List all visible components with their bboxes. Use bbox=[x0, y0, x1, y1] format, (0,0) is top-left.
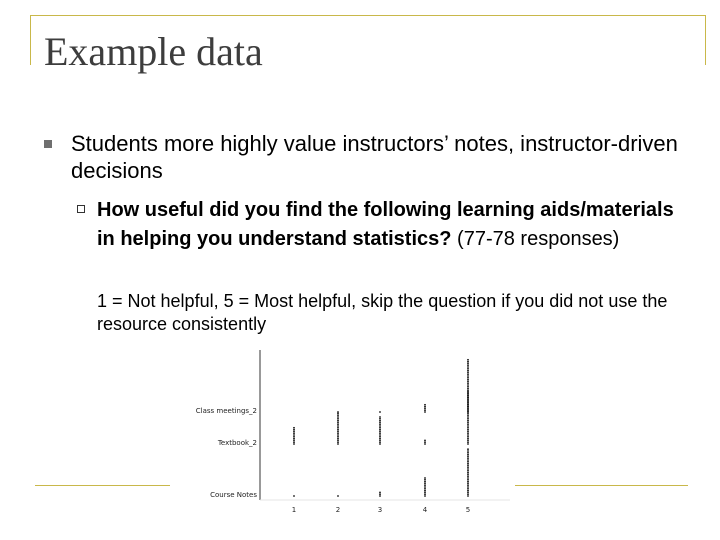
data-dot bbox=[467, 463, 469, 465]
x-tick-label: 5 bbox=[465, 506, 471, 514]
data-dot bbox=[467, 418, 469, 420]
question-bold: How useful did you find the following learning aids/materials in helping you understand statistics? bbox=[97, 199, 674, 250]
data-dot bbox=[467, 373, 469, 375]
data-dot bbox=[337, 434, 339, 436]
data-dot bbox=[467, 495, 469, 497]
data-dot bbox=[293, 443, 295, 445]
data-dot bbox=[379, 416, 381, 418]
data-dot bbox=[424, 483, 426, 485]
data-dot bbox=[379, 432, 381, 434]
data-dot bbox=[467, 448, 469, 450]
data-dot bbox=[337, 420, 339, 422]
data-dot bbox=[424, 406, 426, 408]
data-dot bbox=[379, 434, 381, 436]
data-dot bbox=[424, 486, 426, 488]
data-dot bbox=[337, 429, 339, 431]
data-dot bbox=[467, 484, 469, 486]
scale-note: 1 = Not helpful, 5 = Most helpful, skip the question if you did not use the resource consistently bbox=[97, 291, 668, 334]
data-dot bbox=[467, 379, 469, 381]
data-dot bbox=[424, 404, 426, 406]
data-dot bbox=[293, 440, 295, 442]
hollow-square-bullet-icon bbox=[77, 205, 85, 213]
data-dot bbox=[467, 465, 469, 467]
data-dot bbox=[379, 429, 381, 431]
data-dot bbox=[467, 492, 469, 494]
data-dot bbox=[467, 427, 469, 429]
data-dot bbox=[424, 479, 426, 481]
data-dot bbox=[467, 363, 469, 365]
data-dot bbox=[293, 431, 295, 433]
data-dot bbox=[467, 483, 469, 485]
data-dot bbox=[424, 443, 426, 445]
data-dot bbox=[467, 404, 469, 406]
data-dot bbox=[467, 372, 469, 374]
data-dot bbox=[467, 416, 469, 418]
data-dot bbox=[337, 422, 339, 424]
data-dot bbox=[467, 381, 469, 383]
data-dot bbox=[467, 395, 469, 397]
data-dot bbox=[424, 481, 426, 483]
data-dot bbox=[424, 440, 426, 442]
data-dot bbox=[379, 492, 381, 494]
data-dot bbox=[379, 422, 381, 424]
data-dot bbox=[337, 441, 339, 443]
data-dot bbox=[467, 400, 469, 402]
question-responses: (77-78 responses) bbox=[451, 228, 620, 250]
data-dot bbox=[293, 432, 295, 434]
data-dot bbox=[467, 377, 469, 379]
data-dot bbox=[379, 420, 381, 422]
bottom-decor-line-right bbox=[508, 485, 688, 486]
data-dot bbox=[467, 409, 469, 411]
data-dot bbox=[467, 488, 469, 490]
top-decor-line bbox=[30, 15, 706, 16]
data-dot bbox=[467, 456, 469, 458]
data-dot bbox=[379, 427, 381, 429]
data-dot bbox=[467, 438, 469, 440]
row-label: Course Notes bbox=[210, 491, 257, 499]
data-dot bbox=[424, 495, 426, 497]
data-dot bbox=[293, 438, 295, 440]
data-dot bbox=[467, 386, 469, 388]
data-dot bbox=[379, 438, 381, 440]
data-dot bbox=[467, 459, 469, 461]
data-dot bbox=[467, 466, 469, 468]
data-dot bbox=[467, 384, 469, 386]
data-dot bbox=[467, 457, 469, 459]
data-dot bbox=[379, 436, 381, 438]
data-dot bbox=[467, 461, 469, 463]
data-dot bbox=[467, 475, 469, 477]
data-dot bbox=[467, 429, 469, 431]
data-dot bbox=[467, 440, 469, 442]
data-dot bbox=[467, 359, 469, 361]
data-dot bbox=[379, 423, 381, 425]
data-dot bbox=[424, 493, 426, 495]
data-dot bbox=[467, 443, 469, 445]
data-dot bbox=[379, 441, 381, 443]
data-dot bbox=[467, 452, 469, 454]
data-dot bbox=[379, 495, 381, 497]
data-dot bbox=[337, 418, 339, 420]
data-dot bbox=[424, 411, 426, 413]
data-dot bbox=[467, 422, 469, 424]
data-dot bbox=[467, 407, 469, 409]
data-dot bbox=[467, 436, 469, 438]
data-dot bbox=[293, 434, 295, 436]
data-dot bbox=[467, 366, 469, 368]
data-dot bbox=[467, 413, 469, 415]
data-dot bbox=[467, 364, 469, 366]
data-dot bbox=[467, 382, 469, 384]
data-dot bbox=[467, 398, 469, 400]
data-dot bbox=[379, 443, 381, 445]
data-dot bbox=[467, 486, 469, 488]
data-dot bbox=[467, 425, 469, 427]
data-dot bbox=[424, 490, 426, 492]
data-dot bbox=[467, 431, 469, 433]
data-dot bbox=[424, 484, 426, 486]
data-dot bbox=[467, 434, 469, 436]
data-dot bbox=[467, 405, 469, 407]
data-dot bbox=[293, 441, 295, 443]
data-dot bbox=[467, 361, 469, 363]
data-dot bbox=[424, 477, 426, 479]
left-decor-line bbox=[30, 15, 31, 65]
data-dot bbox=[424, 408, 426, 410]
data-dot bbox=[337, 495, 339, 497]
data-dot bbox=[379, 431, 381, 433]
slide-title: Example data bbox=[44, 29, 263, 74]
square-bullet-icon bbox=[44, 140, 52, 148]
data-dot bbox=[337, 436, 339, 438]
data-dot bbox=[467, 474, 469, 476]
data-dot bbox=[467, 402, 469, 404]
data-dot bbox=[424, 441, 426, 443]
data-dot bbox=[467, 470, 469, 472]
x-tick-label: 1 bbox=[291, 506, 297, 514]
data-dot bbox=[379, 411, 381, 413]
data-dot bbox=[293, 436, 295, 438]
data-dot bbox=[467, 490, 469, 492]
data-dot bbox=[467, 375, 469, 377]
data-dot bbox=[467, 477, 469, 479]
data-dot bbox=[293, 429, 295, 431]
data-dot bbox=[337, 414, 339, 416]
data-dot bbox=[337, 431, 339, 433]
data-dot bbox=[424, 492, 426, 494]
data-dot bbox=[467, 393, 469, 395]
data-dot bbox=[337, 425, 339, 427]
data-dot bbox=[337, 440, 339, 442]
data-dot bbox=[337, 416, 339, 418]
data-dot bbox=[467, 414, 469, 416]
data-dot bbox=[467, 454, 469, 456]
row-label: Textbook_2 bbox=[217, 439, 257, 447]
data-dot bbox=[467, 432, 469, 434]
data-dot bbox=[337, 413, 339, 415]
data-dot bbox=[467, 411, 469, 413]
data-dot bbox=[379, 418, 381, 420]
data-dot bbox=[337, 427, 339, 429]
data-dot bbox=[467, 420, 469, 422]
data-dot bbox=[467, 441, 469, 443]
data-dot bbox=[467, 368, 469, 370]
data-dot bbox=[467, 479, 469, 481]
row-label: Class meetings_2 bbox=[195, 407, 257, 415]
dot-plot-chart bbox=[170, 345, 515, 520]
data-dot bbox=[379, 440, 381, 442]
right-decor-line bbox=[705, 15, 706, 65]
bullet-main-text: Students more highly value instructors’ notes, instructor-driven decisions bbox=[71, 131, 678, 183]
x-tick-label: 4 bbox=[422, 506, 428, 514]
data-dot bbox=[467, 450, 469, 452]
data-dot bbox=[379, 493, 381, 495]
data-dot bbox=[293, 427, 295, 429]
data-dot bbox=[337, 443, 339, 445]
data-dot bbox=[337, 438, 339, 440]
question-text bbox=[97, 196, 697, 254]
data-dot bbox=[424, 409, 426, 411]
data-dot bbox=[424, 488, 426, 490]
data-dot bbox=[467, 493, 469, 495]
data-dot bbox=[467, 370, 469, 372]
x-tick-label: 2 bbox=[335, 506, 341, 514]
data-dot bbox=[379, 425, 381, 427]
data-dot bbox=[467, 423, 469, 425]
x-tick-label: 3 bbox=[377, 506, 383, 514]
data-dot bbox=[293, 495, 295, 497]
data-dot bbox=[467, 391, 469, 393]
data-dot bbox=[467, 468, 469, 470]
data-dot bbox=[467, 472, 469, 474]
data-dot bbox=[467, 396, 469, 398]
data-dot bbox=[467, 388, 469, 390]
data-dot bbox=[337, 432, 339, 434]
data-dot bbox=[467, 481, 469, 483]
data-dot bbox=[337, 423, 339, 425]
